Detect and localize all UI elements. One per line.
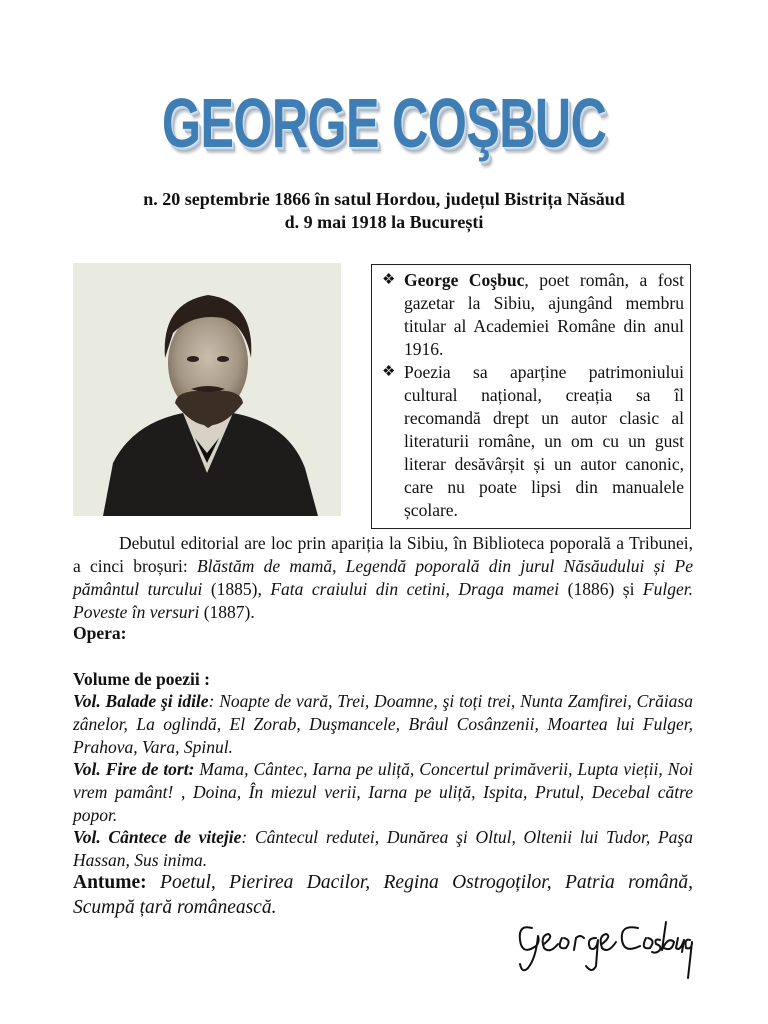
debut-paragraph [73,532,693,624]
portrait-photo [73,263,341,516]
volume-title: Vol. Fire de tort: [73,759,195,779]
life-dates [0,188,768,234]
debut-text: Debutul editorial are loc prin apariția la Sibiu, în Biblioteca poporală a Tribunei, a cinci broșuri: [73,533,693,576]
volume-title: Vol. Cântece de vitejie [73,827,242,847]
bio-text-2: Poezia sa aparține patrimoniului cultural național, creația sa îl recomandă drept un autor clasic al literaturii române, un om cu un gust literar desăvârșit și un autor canonic, care nu poate lipsi din manualele școlare. [404,362,684,520]
volume-works: : Noapte de vară, Trei, Doamne, şi toți trei, Nunta Zamfirei, Crăiasa zânelor, La oglindă, El Zorab, Duşmancele, Brâul Cosânzenii, Moartea lui Fulger, Prahova, Vara, Spinul. [73,691,693,757]
antume-label: Antume: [73,872,147,893]
work-title: Legendă poporală din jurul Năsăudului și Pe pământul turcului [73,556,694,599]
diamond-bullet-icon: ❖ [382,364,396,380]
debut-text: , [332,556,346,576]
debut-text: (1886) și [559,579,643,599]
signature [510,906,700,981]
work-title: Blăstăm de mamă [196,556,333,576]
volumes-heading: Volume de poezii : [73,669,210,689]
volume-cantece-de-vitejie [73,826,693,872]
bio-bullet-2 [382,361,684,522]
volume-title: Vol. Balade şi idile [73,691,209,711]
work-title: Fulger. Poveste în versuri [73,579,693,622]
death-line: d. 9 mai 1918 la București [284,212,484,232]
opera-heading: Opera: [73,623,127,643]
bio-bullet-1 [382,269,684,361]
bio-text-1: , poet român, a fost gazetar la Sibiu, ajungând membru titular al Academiei Române din anul 1916. [404,270,684,359]
work-title: Fata craiului din cetini, Draga mamei [270,579,560,599]
volume-balade-idile [73,690,693,759]
page-title: GEORGE COŞBUC [161,84,607,162]
volume-works: Mama, Cântec, Iarna pe uliță, Concertul primăverii, Lupta vieții, Noi vrem pamânt! , Doina, În miezul verii, Iarna pe uliță, Ispita, Prutul, Decebal către popor. [73,759,693,825]
poet-name: George Coşbuc [404,270,525,290]
bio-box [371,264,691,529]
debut-text: (1885), [202,579,271,599]
birth-line: n. 20 septembrie 1866 în satul Hordou, județul Bistrița Năsăud [143,189,625,209]
antume-works: Poetul, Pierirea Dacilor, Regina Ostrogoților, Patria română, Scumpă țară românească. [73,872,693,918]
volume-works: : Cântecul redutei, Dunărea şi Oltul, Oltenii lui Tudor, Paşa Hassan, Sus inima. [73,827,693,870]
volume-fire-de-tort [73,758,693,827]
portrait-image [73,263,341,516]
diamond-bullet-icon: ❖ [382,272,396,288]
signature-drawing [510,906,700,981]
debut-text: (1887). [199,602,255,622]
